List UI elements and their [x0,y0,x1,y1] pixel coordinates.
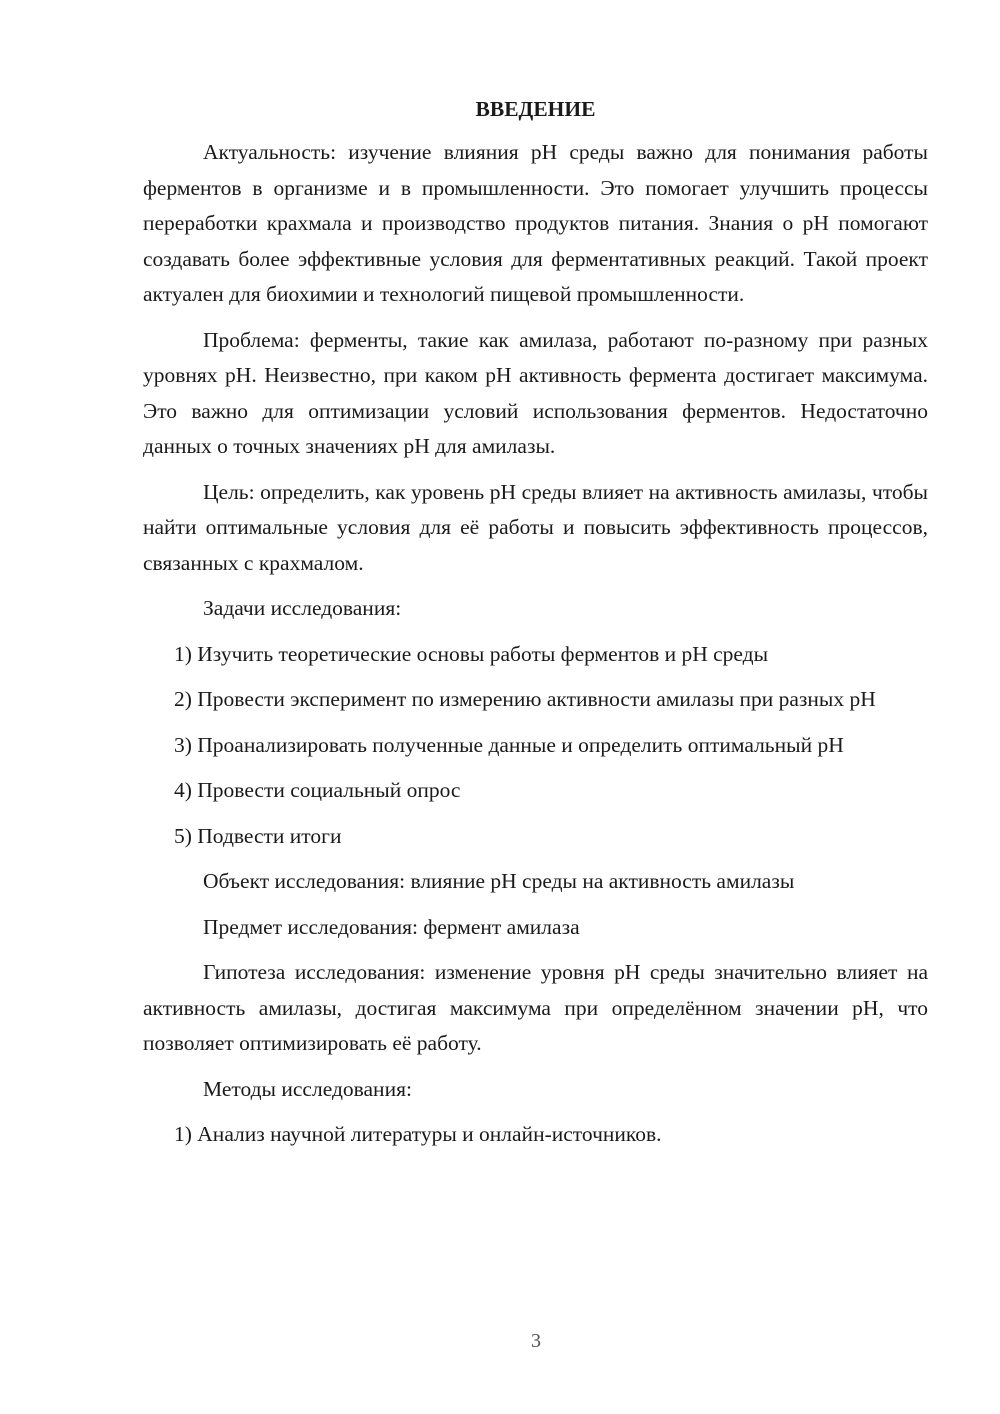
document-page [143,92,928,1163]
research-object: Объект исследования: влияние pH среды на активность амилазы [203,869,795,893]
page-number: 3 [531,1330,541,1352]
hypothesis-paragraph: Гипотеза исследования: изменение уровня pH среды значительно влияет на активность амилазы, достигая максимума при определённом значении pH, что позволяет оптимизировать её работу. [143,960,928,1055]
research-subject: Предмет исследования: фермент амилаза [203,914,580,939]
task-item-5: 5) Подвести итоги [174,823,342,848]
task-item-1: 1) Изучить теоретические основы работы ферментов и pH среды [174,641,769,666]
task-item-2: 2) Провести эксперимент по измерению активности амилазы при разных pH [174,687,876,711]
section-title: ВВЕДЕНИЕ [475,97,596,121]
methods-heading: Методы исследования: [203,1076,412,1101]
task-item-3: 3) Проанализировать полученные данные и определить оптимальный pH [174,732,844,757]
method-item-1: 1) Анализ научной литературы и онлайн-источников. [174,1122,662,1146]
task-item-4: 4) Провести социальный опрос [174,778,461,802]
goal-paragraph: Цель: определить, как уровень pH среды влияет на активность амилазы, чтобы найти оптимальные условия для её работы и повысить эффективность процессов, связанных с крахмалом. [143,479,928,575]
relevance-paragraph: Актуальность: изучение влияния pH среды важно для понимания работы ферментов в организме и в промышленности. Это помогает улучшить процессы переработки крахмала и производство продуктов питания. Знания о pH помогают создавать более эффективные условия для ферментативных реакций. Такой проект актуален для биохимии и технологий пищевой промышленности. [143,140,928,306]
problem-paragraph: Проблема: ферменты, такие как амилаза, работают по-разному при разных уровнях pH. Неизвестно, при каком pH активность фермента достигает максимума. Это важно для оптимизации условий использования ферментов. Недостаточно данных о точных значениях pH для амилазы. [143,327,928,458]
tasks-heading: Задачи исследования: [203,596,402,620]
